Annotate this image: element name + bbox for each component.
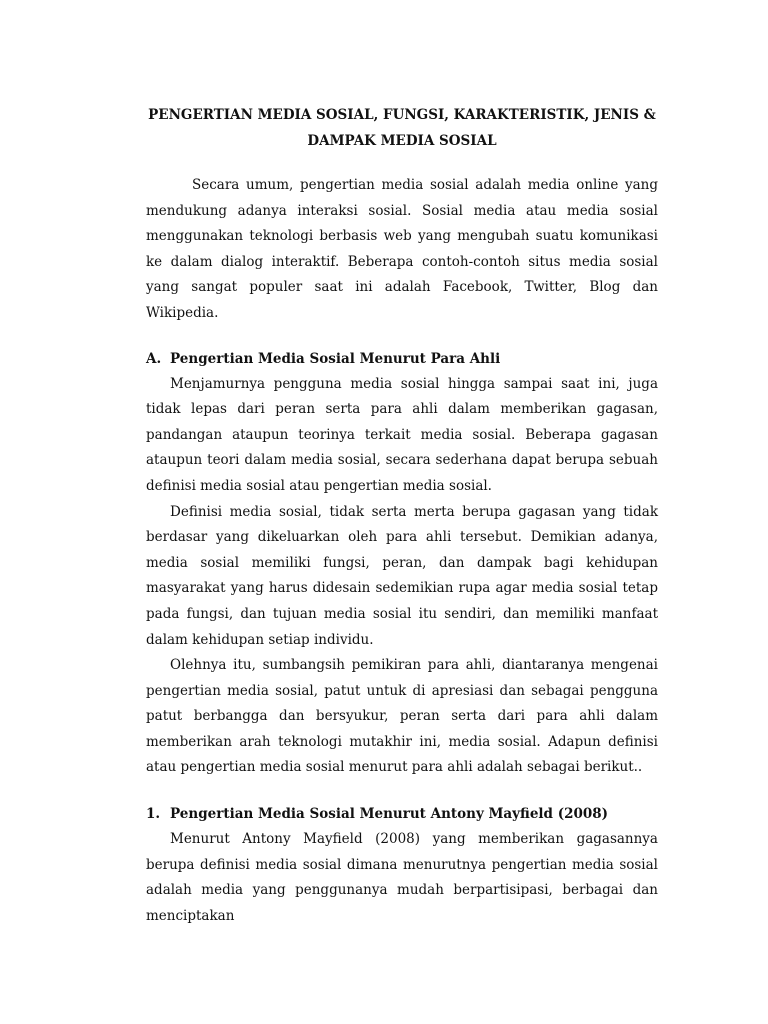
subsection-1-title: Pengertian Media Sosial Menurut Antony Mayfield (2008) [170, 806, 609, 823]
subsection-1-heading [146, 801, 658, 827]
section-a-paragraph-2: Definisi media sosial, tidak serta merta berupa gagasan yang tidak berdasar yang dikeluarkan oleh para ahli tersebut. Demikian adanya, media sosial memiliki fungsi, peran, dan dampak bagi kehidupan masyarakat yang harus didesain sedemikian rupa agar media sosial tetap pada fungsi, dan tujuan media sosial itu sendiri, dan memiliki manfaat dalam kehidupan setiap individu. [146, 503, 658, 648]
section-a-marker: A. [146, 350, 162, 367]
subsection-1-marker: 1. [146, 806, 161, 823]
section-a-paragraph-1: Menjamurnya pengguna media sosial hingga sampai saat ini, juga tidak lepas dari peran serta para ahli dalam memberikan gagasan, pandangan ataupun teorinya terkait media sosial. Beberapa gagasan ataupun teori dalam media sosial, secara sederhana dapat berupa sebuah definisi media sosial atau pengertian media sosial. [146, 375, 658, 494]
document-title [146, 102, 658, 154]
title-line-1: PENGERTIAN MEDIA SOSIAL, FUNGSI, KARAKTERISTIK, JENIS & [148, 107, 656, 123]
section-a-heading [146, 346, 658, 372]
section-a-title: Pengertian Media Sosial Menurut Para Ahli [170, 350, 501, 367]
document-page [146, 102, 658, 929]
section-a-paragraph-3: Olehnya itu, sumbangsih pemikiran para ahli, diantaranya mengenai pengertian media sosial, patut untuk di apresiasi dan sebagai pengguna patut berbangga dan bersyukur, peran serta dari para ahli dalam memberikan arah teknologi mutakhir ini, media sosial. Adapun definisi atau pengertian media sosial menurut para ahli adalah sebagai berikut.. [146, 657, 658, 776]
subsection-1-paragraph: Menurut Antony Mayfield (2008) yang memberikan gagasannya berupa definisi media sosial dimana menurutnya pengertian media sosial adalah media yang penggunanya mudah berpartisipasi, berbagai dan menciptakan [146, 831, 658, 924]
title-line-2: DAMPAK MEDIA SOSIAL [307, 133, 497, 149]
intro-paragraph: Secara umum, pengertian media sosial adalah media online yang mendukung adanya interaksi sosial. Sosial media atau media sosial menggunakan teknologi berbasis web yang mengubah suatu komunikasi ke dalam dialog interaktif. Beberapa contoh-contoh situs media sosial yang sangat populer saat ini adalah Facebook, Twitter, Blog dan Wikipedia. [146, 177, 658, 321]
